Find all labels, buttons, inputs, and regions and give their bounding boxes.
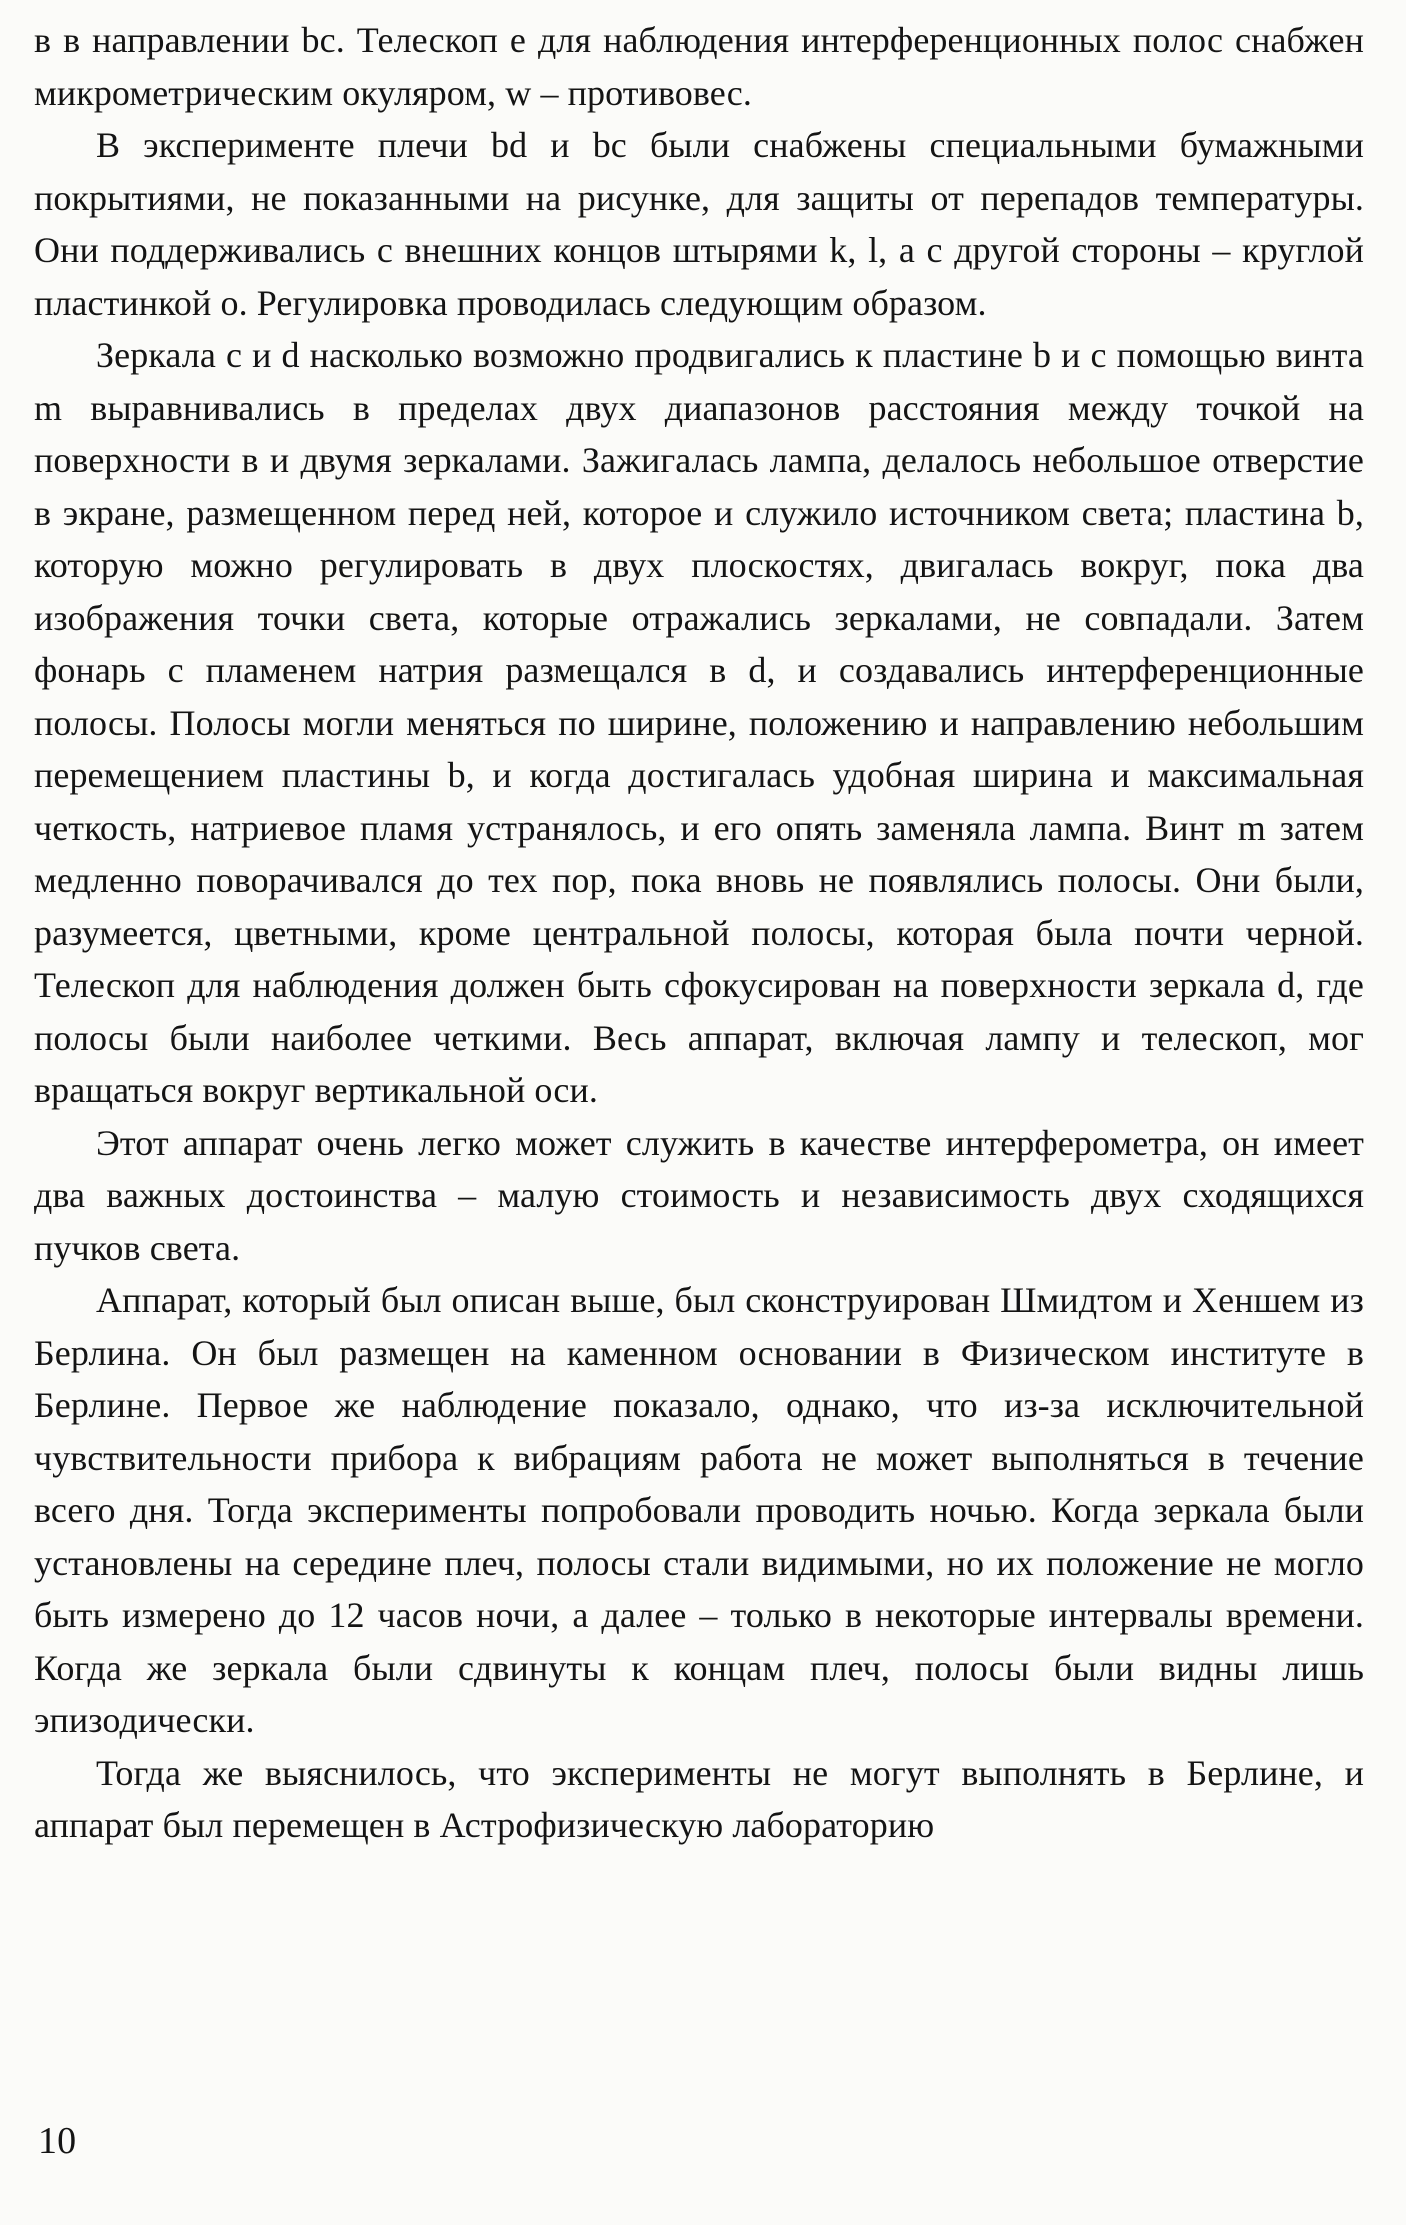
paragraph-adjustment-procedure: Зеркала c и d насколько возможно продвигались к пластине b и с помощью винта m выравнивались в пределах двух диапазонов расстояния между точкой на поверхности в и двумя зеркалами. Зажигалась лампа, делалось небольшое отверстие в экране, размещенном перед ней, которое и служило источником света; пластина b, которую можно регулировать в двух плоскостях, двигалась вокруг, пока два изображения точки света, которые отражались зеркалами, не совпадали. Затем фонарь с пламенем натрия размещался в d, и создавались интерференционные полосы. Полосы могли меняться по ширине, положению и направлению небольшим перемещением пластины b, и когда достигалась удобная ширина и максимальная четкость, натриевое пламя устранялось, и его опять заменяла лампа. Винт m затем медленно поворачивался до тех пор, пока вновь не появлялись полосы. Они были, разумеется, цветными, кроме центральной полосы, которая была почти черной. Телескоп для наблюдения должен быть сфокусирован на поверхности зеркала d, где полосы были наиболее четкими. Весь аппарат, включая лампу и телескоп, мог вращаться вокруг вертикальной оси. [34,335,1364,1110]
paragraph-continuation: в в направлении bc. Телескоп e для наблюдения интерференционных полос снабжен микрометрическим окуляром, w – противовес. [34,20,1364,113]
paragraph-arm-covers: В эксперименте плечи bd и bc были снабжены специальными бумажными покрытиями, не показанными на рисунке, для защиты от перепадов температуры. Они поддерживались с внешних концов штырями k, l, а с другой стороны – круглой пластинкой o. Регулировка проводилась следующим образом. [34,125,1364,323]
paragraph-interferometer: Этот аппарат очень легко может служить в качестве интерферометра, он имеет два важных достоинства – малую стоимость и независимость двух сходящихся пучков света. [34,1122,1364,1268]
book-page [34,14,1364,2204]
paragraph-relocation: Тогда же выяснилось, что эксперименты не могут выполнять в Берлине, и аппарат был перемещен в Астрофизическую лабораторию [34,1752,1364,1845]
page-number: 10 [38,2120,77,2162]
paragraph-berlin-apparatus: Аппарат, который был описан выше, был сконструирован Шмидтом и Хеншем из Берлина. Он был размещен на каменном основании в Физическом институте в Берлине. Первое же наблюдение показало, однако, что из-за исключительной чувствительности прибора к вибрациям работа не может выполняться в течение всего дня. Тогда эксперименты попробовали проводить ночью. Когда зеркала были установлены на середине плеч, полосы стали видимыми, но их положение не могло быть измерено до 12 часов ночи, а далее – только в некоторые интервалы времени. Когда же зеркала были сдвинуты к концам плеч, полосы были видны лишь эпизодически. [34,1280,1364,1740]
